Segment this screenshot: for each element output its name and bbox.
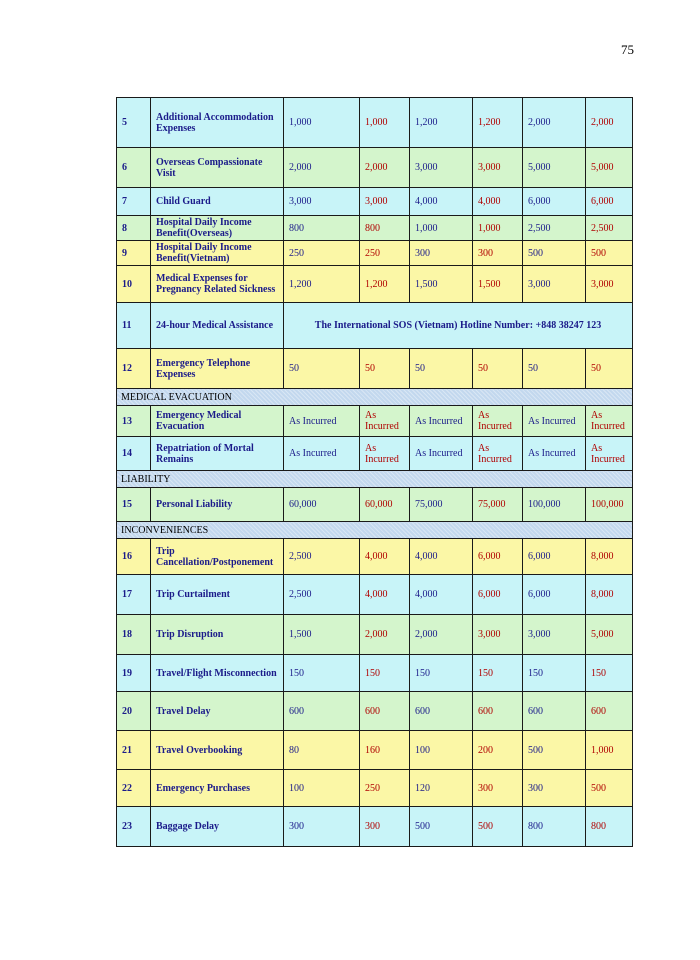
plan-value-1: 60,000: [284, 488, 360, 522]
benefit-number: 15: [117, 488, 151, 522]
plan-value-4: 1,200: [473, 98, 523, 148]
benefit-label: Child Guard: [151, 188, 284, 216]
benefit-row: [117, 731, 633, 770]
plan-value-1: 2,000: [284, 148, 360, 188]
plan-value-1: 600: [284, 692, 360, 731]
plan-value-3: 75,000: [410, 488, 473, 522]
page-number: 75: [621, 42, 634, 57]
plan-value-4: 3,000: [473, 148, 523, 188]
plan-value-2: As Incurred: [360, 406, 410, 437]
plan-value-6: 500: [586, 770, 633, 807]
plan-value-3: 150: [410, 655, 473, 692]
plan-value-4: 6,000: [473, 539, 523, 575]
plan-value-3: 1,200: [410, 98, 473, 148]
plan-value-5: 150: [523, 655, 586, 692]
benefit-label: Travel Overbooking: [151, 731, 284, 770]
benefit-number: 12: [117, 349, 151, 389]
benefit-row: [117, 807, 633, 847]
benefit-row: [117, 303, 633, 349]
plan-value-4: 200: [473, 731, 523, 770]
plan-value-2: 60,000: [360, 488, 410, 522]
benefit-row: [117, 539, 633, 575]
plan-value-3: 2,000: [410, 615, 473, 655]
benefit-row: [117, 188, 633, 216]
plan-value-4: 150: [473, 655, 523, 692]
benefit-label: Medical Expenses for Pregnancy Related Sickness: [151, 266, 284, 303]
plan-value-5: 500: [523, 731, 586, 770]
plan-value-6: 600: [586, 692, 633, 731]
plan-value-4: 50: [473, 349, 523, 389]
benefit-number: 20: [117, 692, 151, 731]
plan-value-2: 50: [360, 349, 410, 389]
plan-value-5: 3,000: [523, 615, 586, 655]
benefit-number: 13: [117, 406, 151, 437]
benefit-row: [117, 692, 633, 731]
benefit-row: [117, 349, 633, 389]
benefit-label: Travel/Flight Misconnection: [151, 655, 284, 692]
plan-value-5: 300: [523, 770, 586, 807]
plan-value-1: As Incurred: [284, 406, 360, 437]
plan-value-4: 1,000: [473, 216, 523, 241]
plan-value-3: 3,000: [410, 148, 473, 188]
plan-value-4: 4,000: [473, 188, 523, 216]
benefit-label: Hospital Daily Income Benefit(Overseas): [151, 216, 284, 241]
plan-value-6: 5,000: [586, 148, 633, 188]
plan-value-1: 2,500: [284, 575, 360, 615]
benefit-number: 14: [117, 437, 151, 471]
plan-value-4: 300: [473, 241, 523, 266]
plan-value-2: 2,000: [360, 615, 410, 655]
plan-value-2: 150: [360, 655, 410, 692]
plan-value-2: 2,000: [360, 148, 410, 188]
benefit-row: [117, 575, 633, 615]
plan-value-1: As Incurred: [284, 437, 360, 471]
plan-value-4: 6,000: [473, 575, 523, 615]
benefit-label: Additional Accommodation Expenses: [151, 98, 284, 148]
plan-value-3: 4,000: [410, 575, 473, 615]
plan-value-1: 800: [284, 216, 360, 241]
plan-value-4: 75,000: [473, 488, 523, 522]
plan-value-1: 80: [284, 731, 360, 770]
plan-value-6: 8,000: [586, 575, 633, 615]
benefit-number: 6: [117, 148, 151, 188]
plan-value-4: 3,000: [473, 615, 523, 655]
benefit-number: 10: [117, 266, 151, 303]
plan-value-5: As Incurred: [523, 406, 586, 437]
benefit-label: 24-hour Medical Assistance: [151, 303, 284, 349]
plan-value-1: 1,200: [284, 266, 360, 303]
plan-value-5: 100,000: [523, 488, 586, 522]
plan-value-3: 500: [410, 807, 473, 847]
plan-value-5: 5,000: [523, 148, 586, 188]
benefit-number: 19: [117, 655, 151, 692]
plan-value-5: 500: [523, 241, 586, 266]
plan-value-5: 800: [523, 807, 586, 847]
hotline-info: The International SOS (Vietnam) Hotline Number: +848 38247 123: [284, 303, 633, 349]
benefit-row: [117, 406, 633, 437]
plan-value-4: 500: [473, 807, 523, 847]
plan-value-6: 500: [586, 241, 633, 266]
plan-value-1: 100: [284, 770, 360, 807]
benefit-label: Baggage Delay: [151, 807, 284, 847]
benefit-row: [117, 148, 633, 188]
plan-value-5: 50: [523, 349, 586, 389]
benefit-number: 21: [117, 731, 151, 770]
plan-value-3: 300: [410, 241, 473, 266]
plan-value-5: As Incurred: [523, 437, 586, 471]
section-title: INCONVENIENCES: [117, 522, 633, 539]
benefit-label: Emergency Medical Evacuation: [151, 406, 284, 437]
benefits-table: [116, 97, 633, 847]
plan-value-2: 160: [360, 731, 410, 770]
plan-value-3: 100: [410, 731, 473, 770]
plan-value-2: 4,000: [360, 575, 410, 615]
benefit-number: 5: [117, 98, 151, 148]
benefit-number: 22: [117, 770, 151, 807]
plan-value-5: 6,000: [523, 575, 586, 615]
plan-value-1: 1,000: [284, 98, 360, 148]
plan-value-4: 600: [473, 692, 523, 731]
plan-value-4: 1,500: [473, 266, 523, 303]
plan-value-1: 250: [284, 241, 360, 266]
plan-value-1: 300: [284, 807, 360, 847]
benefit-number: 7: [117, 188, 151, 216]
plan-value-3: 1,000: [410, 216, 473, 241]
section-header-row: [117, 471, 633, 488]
plan-value-1: 2,500: [284, 539, 360, 575]
benefit-number: 9: [117, 241, 151, 266]
benefit-label: Trip Cancellation/Postponement: [151, 539, 284, 575]
plan-value-6: 50: [586, 349, 633, 389]
plan-value-5: 2,500: [523, 216, 586, 241]
plan-value-6: 5,000: [586, 615, 633, 655]
plan-value-3: 600: [410, 692, 473, 731]
benefit-row: [117, 266, 633, 303]
plan-value-5: 600: [523, 692, 586, 731]
plan-value-1: 150: [284, 655, 360, 692]
plan-value-2: 300: [360, 807, 410, 847]
benefit-number: 11: [117, 303, 151, 349]
benefit-row: [117, 770, 633, 807]
plan-value-6: 100,000: [586, 488, 633, 522]
benefit-label: Repatriation of Mortal Remains: [151, 437, 284, 471]
plan-value-2: 600: [360, 692, 410, 731]
benefit-row: [117, 241, 633, 266]
plan-value-5: 6,000: [523, 539, 586, 575]
plan-value-6: As Incurred: [586, 406, 633, 437]
plan-value-6: 1,000: [586, 731, 633, 770]
plan-value-6: 6,000: [586, 188, 633, 216]
plan-value-6: 800: [586, 807, 633, 847]
plan-value-3: 4,000: [410, 539, 473, 575]
plan-value-6: 2,000: [586, 98, 633, 148]
benefit-label: Hospital Daily Income Benefit(Vietnam): [151, 241, 284, 266]
plan-value-6: 2,500: [586, 216, 633, 241]
plan-value-6: As Incurred: [586, 437, 633, 471]
section-header-row: [117, 522, 633, 539]
plan-value-5: 2,000: [523, 98, 586, 148]
plan-value-3: 120: [410, 770, 473, 807]
section-title: LIABILITY: [117, 471, 633, 488]
plan-value-2: As Incurred: [360, 437, 410, 471]
benefit-row: [117, 98, 633, 148]
plan-value-6: 8,000: [586, 539, 633, 575]
plan-value-3: 4,000: [410, 188, 473, 216]
plan-value-3: 50: [410, 349, 473, 389]
benefit-label: Personal Liability: [151, 488, 284, 522]
section-title: MEDICAL EVACUATION: [117, 389, 633, 406]
benefit-label: Travel Delay: [151, 692, 284, 731]
benefit-label: Emergency Telephone Expenses: [151, 349, 284, 389]
section-header-row: [117, 389, 633, 406]
plan-value-5: 3,000: [523, 266, 586, 303]
plan-value-1: 50: [284, 349, 360, 389]
plan-value-5: 6,000: [523, 188, 586, 216]
plan-value-3: As Incurred: [410, 437, 473, 471]
benefit-row: [117, 437, 633, 471]
plan-value-1: 1,500: [284, 615, 360, 655]
plan-value-4: As Incurred: [473, 437, 523, 471]
plan-value-1: 3,000: [284, 188, 360, 216]
plan-value-2: 1,200: [360, 266, 410, 303]
benefit-row: [117, 488, 633, 522]
plan-value-2: 1,000: [360, 98, 410, 148]
benefit-number: 16: [117, 539, 151, 575]
benefit-number: 8: [117, 216, 151, 241]
benefit-label: Trip Curtailment: [151, 575, 284, 615]
plan-value-3: As Incurred: [410, 406, 473, 437]
benefit-label: Overseas Compassionate Visit: [151, 148, 284, 188]
benefit-row: [117, 655, 633, 692]
benefit-row: [117, 615, 633, 655]
plan-value-2: 800: [360, 216, 410, 241]
plan-value-2: 3,000: [360, 188, 410, 216]
plan-value-2: 4,000: [360, 539, 410, 575]
plan-value-2: 250: [360, 770, 410, 807]
plan-value-6: 3,000: [586, 266, 633, 303]
plan-value-4: 300: [473, 770, 523, 807]
plan-value-3: 1,500: [410, 266, 473, 303]
benefit-row: [117, 216, 633, 241]
benefit-number: 17: [117, 575, 151, 615]
plan-value-2: 250: [360, 241, 410, 266]
plan-value-6: 150: [586, 655, 633, 692]
benefit-number: 23: [117, 807, 151, 847]
benefit-label: Emergency Purchases: [151, 770, 284, 807]
plan-value-4: As Incurred: [473, 406, 523, 437]
benefit-number: 18: [117, 615, 151, 655]
benefit-label: Trip Disruption: [151, 615, 284, 655]
